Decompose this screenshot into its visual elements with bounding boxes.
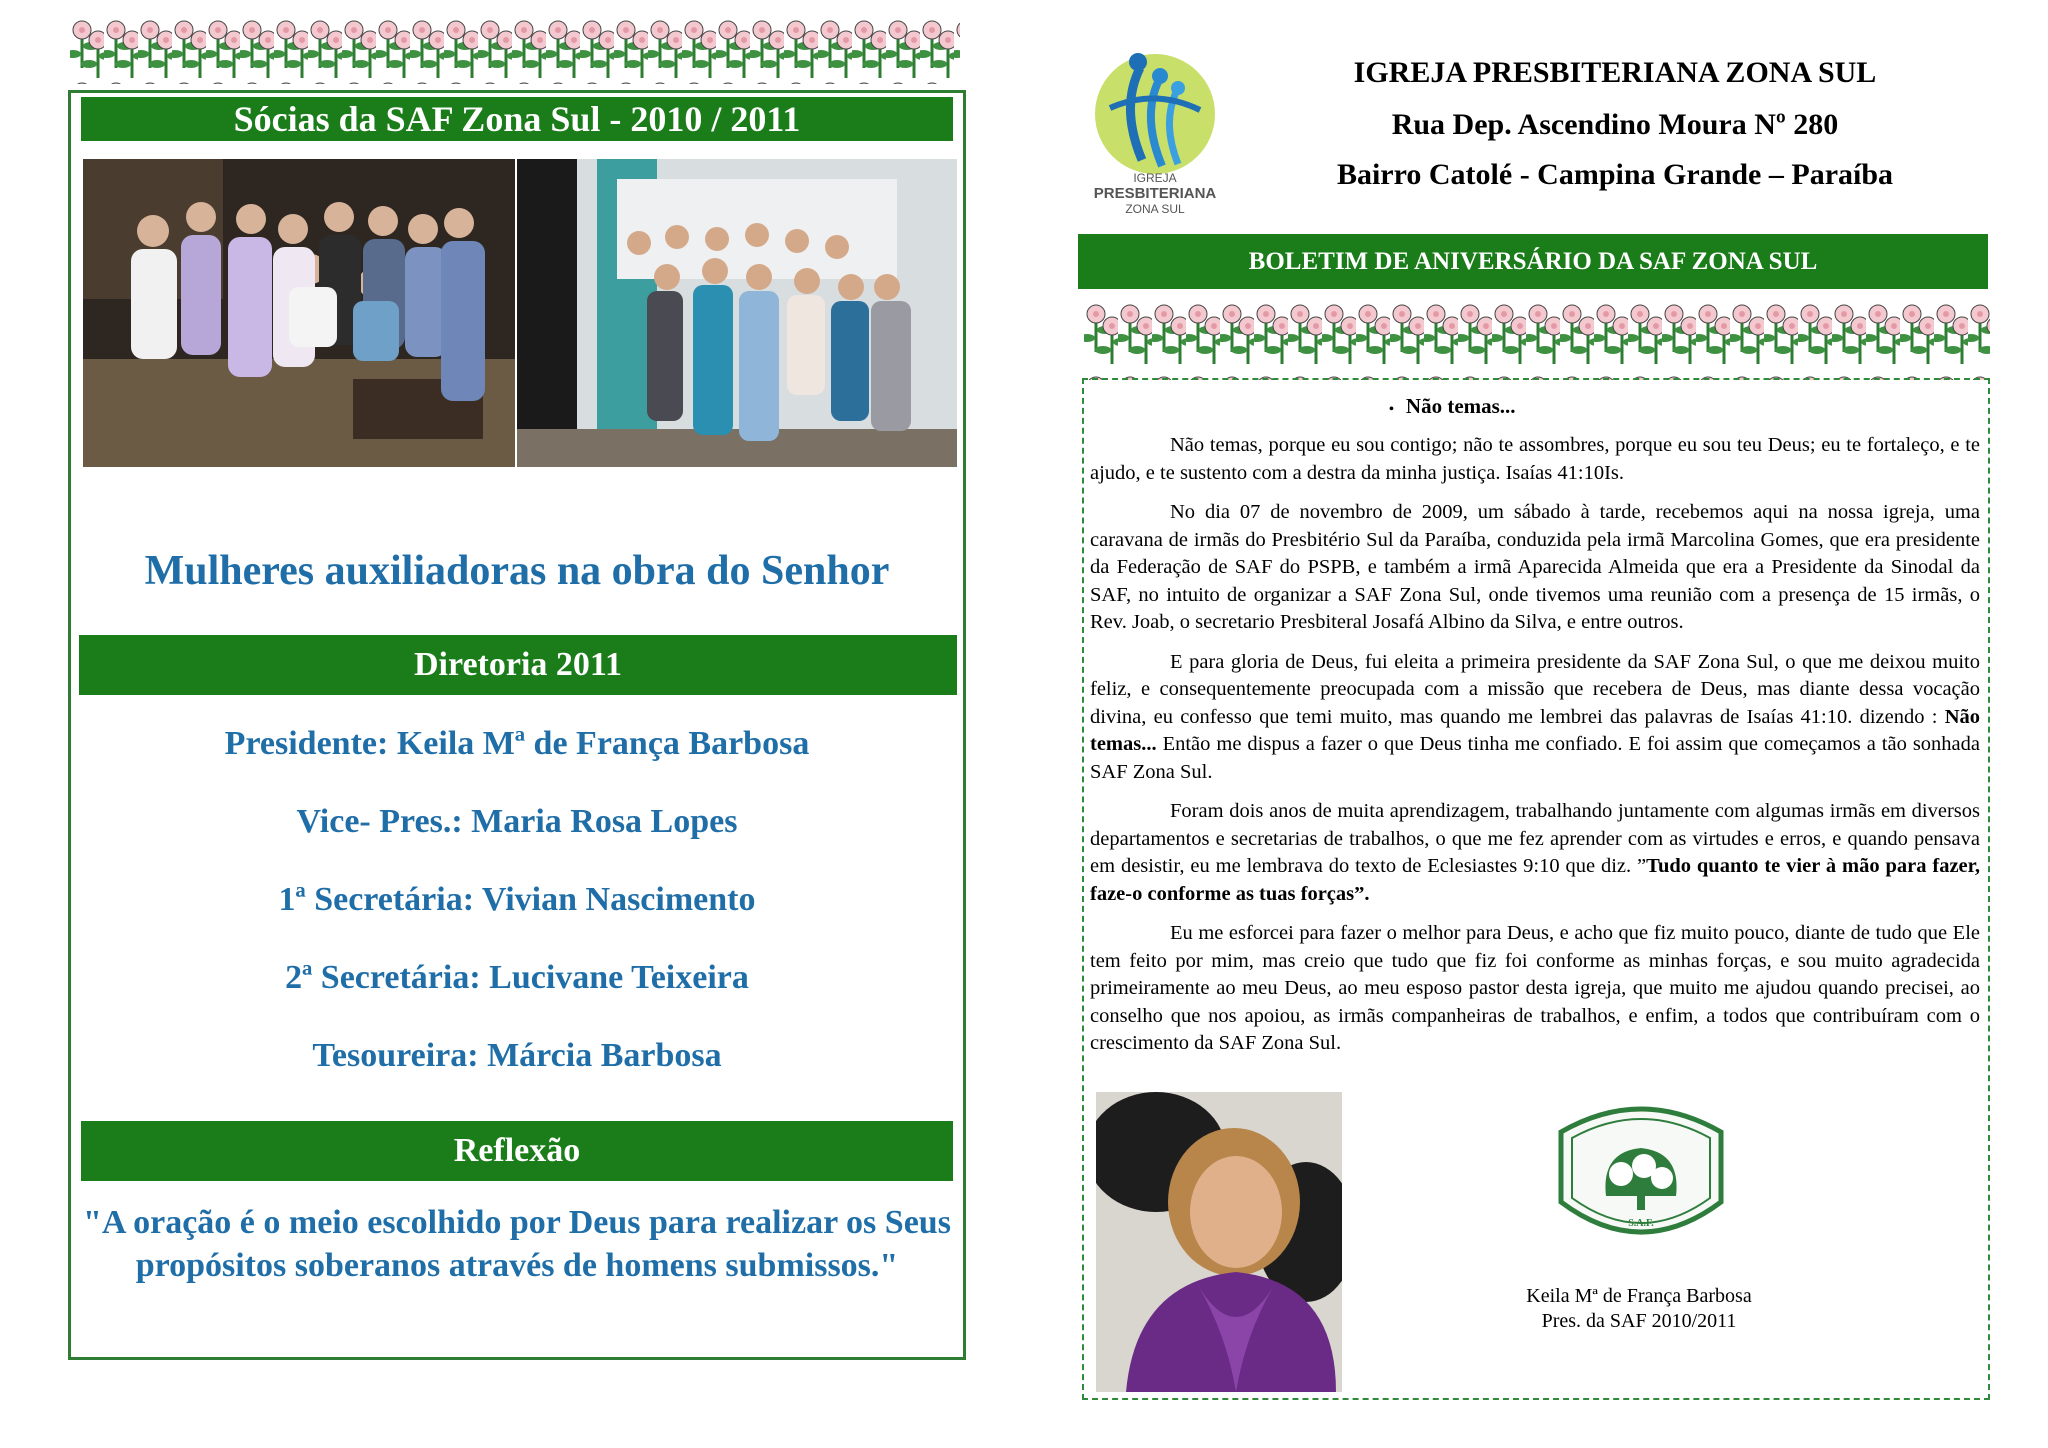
- group-photo-2: [517, 159, 957, 467]
- motto-heading: Mulheres auxiliadoras na obra do Senhor: [144, 548, 890, 594]
- article-paragraph-4-bold: Tudo quanto te vier à mão para fazer, faze-o conforme as tuas forças”.: [1090, 855, 1980, 905]
- article-title-text: Não temas...: [1405, 394, 1516, 418]
- church-logo: [1080, 48, 1230, 218]
- reflection-quote: "A oração é o meio escolhido por Deus para realizar os Seus propósitos soberanos através de homens submissos.": [83, 1204, 951, 1284]
- reflexao-title: Reflexão: [453, 1132, 581, 1169]
- article-paragraph-3-a: E para gloria de Deus, fui eleita a primeira presidente da SAF Zona Sul, o que me deixou muito feliz, e consequentemente preocupada com a missão que recebera de Deus, mas diante dessa vocação divina, eu confesso que temi muito, mas quando me lembrei das palavras de Isaías 41:10. dizendo :: [1090, 650, 1980, 728]
- president-portrait-art: [1096, 1092, 1342, 1392]
- officer-vice-president: Vice- Pres.: Maria Rosa Lopes: [296, 803, 738, 840]
- diretoria-title: Diretoria 2011: [413, 646, 623, 683]
- flower-border-top-right: [1084, 298, 1990, 380]
- reflexao-title-bar: [81, 1121, 953, 1181]
- article-paragraph-4: [1090, 798, 1980, 908]
- group-photo-1-art: [83, 159, 515, 467]
- saf-seal-abbrev: S.A.F.: [1628, 1218, 1654, 1229]
- logo-text-line-1: IGREJA: [1133, 171, 1177, 185]
- signature-block: [1474, 1284, 1804, 1334]
- saf-seal: [1546, 1092, 1736, 1252]
- officer-second-secretary: 2ª Secretária: Lucivane Teixeira: [285, 959, 749, 996]
- flower-border-art-right: [1084, 298, 1990, 380]
- article-body: [1090, 432, 1980, 1070]
- officer-treasurer: Tesoureira: Márcia Barbosa: [312, 1037, 722, 1074]
- article-paragraph-4-a: Foram dois anos de muita aprendizagem, trabalhando juntamente com algumas irmãs em diversos departamentos e secretarias de trabalhos, o que me fez aprender com as virtudes e erros, e quando pensava em desistir, eu me lembrava do texto de Eclesiastes 9:10 que diz. ”: [1090, 800, 1980, 877]
- church-neighborhood: Bairro Catolé - Campina Grande – Paraíba: [1336, 158, 1894, 191]
- flower-border-art: [70, 18, 960, 84]
- socias-title: Sócias da SAF Zona Sul - 2010 / 2011: [233, 99, 801, 139]
- left-panel-frame: [68, 90, 966, 1360]
- bulletin-title-bar: [1078, 234, 1988, 289]
- church-logo-art: [1080, 48, 1230, 218]
- president-portrait: [1096, 1092, 1342, 1392]
- article-paragraph-5: Eu me esforcei para fazer o melhor para Deus, e acho que fiz muito pouco, diante de tudo que Ele tem feito por mim, mas creio que tudo que fiz foi conforme as minhas forças, e sou muito agradecida primeiramente ao meu Deus, ao meu esposo pastor desta igreja, que muito me ajudou quando precisei, ao conselho que nos apoiou, as irmãs companheiras de trabalhos, e enfim, a todos que contribuíram com o crescimento da SAF Zona Sul.: [1090, 922, 1980, 1054]
- article-paragraph-3-bold: Não temas...: [1090, 705, 1980, 755]
- church-address: Rua Dep. Ascendino Moura Nº 280: [1391, 108, 1839, 141]
- article-box: [1082, 378, 1990, 1400]
- officer-first-secretary: 1ª Secretária: Vivian Nascimento: [278, 881, 756, 918]
- signature-role: Pres. da SAF 2010/2011: [1541, 1310, 1737, 1332]
- flower-border-top-left: [70, 18, 960, 84]
- saf-seal-art: [1546, 1092, 1736, 1252]
- socias-title-bar: [81, 97, 953, 141]
- article-paragraph-1: Não temas, porque eu sou contigo; não te assombres, porque eu sou teu Deus; eu te fortaleço, e te ajudo, e te sustento com a destra da minha justiça. Isaías 41:10Is.: [1090, 434, 1980, 484]
- bullet-icon: •: [1389, 402, 1394, 417]
- article-paragraph-3-b: Então me dispus a fazer o que Deus tinha me confiado. E foi assim que começamos a tão sonhada SAF Zona Sul.: [1090, 733, 1980, 783]
- officer-president: Presidente: Keila Mª de França Barbosa: [224, 725, 810, 762]
- article-paragraph-2: No dia 07 de novembro de 2009, um sábado à tarde, recebemos aqui na nossa igreja, uma caravana de irmãs do Presbitério Sul da Paraíba, conduzida pela irmã Marcolina Gomes, que era presidente da Federação de SAF do PSPB, e também a irmã Aparecida Almeida que era a Presidente da Sinodal da SAF, no intuito de organizar a SAF Zona Sul, onde tivemos uma reunião com a presença de 15 irmãs, o Rev. Joab, o secretario Presbiteral Josafá Albino da Silva, e entre outros.: [1090, 501, 1980, 633]
- logo-text-line-3: ZONA SUL: [1125, 202, 1185, 216]
- diretoria-title-bar: [79, 635, 957, 695]
- group-photo-2-art: [517, 159, 957, 467]
- bulletin-title: BOLETIM DE ANIVERSÁRIO DA SAF ZONA SUL: [1248, 248, 1818, 275]
- church-name: IGREJA PRESBITERIANA ZONA SUL: [1353, 56, 1877, 89]
- signature-name: Keila Mª de França Barbosa: [1526, 1285, 1752, 1307]
- article-paragraph-3: [1090, 649, 1980, 787]
- article-title: [1084, 394, 1988, 419]
- logo-text-line-2: PRESBITERIANA: [1093, 185, 1217, 202]
- group-photo-1: [83, 159, 515, 467]
